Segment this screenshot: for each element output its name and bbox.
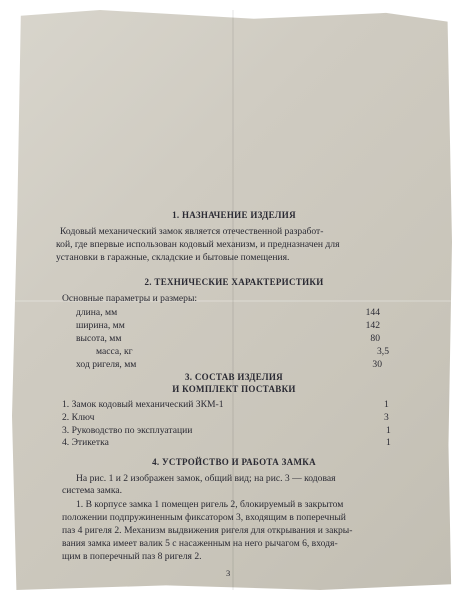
param-label: длина, мм [76,307,118,318]
list-item: 2. Ключ [62,412,95,423]
section-3-heading: И КОМПЛЕКТ ПОСТАВКИ [172,384,296,394]
list-item: 1. Замок кодовый механический ЗКМ-1 [62,399,224,410]
list-item-qty: 1 [386,437,391,448]
section-4-line: щим в поперечный паз 8 ригеля 2. [62,551,202,562]
param-value: 142 [365,320,380,331]
section-4-line: положении подпружиненным фиксатором 3, входящим в поперечный [62,512,346,523]
section-4-heading: 4. УСТРОЙСТВО И РАБОТА ЗАМКА [152,457,316,467]
list-item: 4. Этикетка [62,437,109,448]
section-2-heading: 2. ТЕХНИЧЕСКИЕ ХАРАКТЕРИСТИКИ [144,277,324,287]
section-1-line: Кодовый механический замок является отечественной разработ- [60,226,324,237]
params-intro: Основные параметры и размеры: [62,293,198,304]
param-value: 3,5 [377,346,389,357]
list-item-qty: 1 [386,425,391,436]
param-value: 80 [370,333,380,344]
param-value: 30 [372,359,382,370]
section-1-line: кой, где впервые использован кодовый механизм, и предназначен для [56,239,340,250]
param-label: ход ригеля, мм [76,359,137,370]
section-4-line: На рис. 1 и 2 изображен замок, общий вид; на рис. 3 — кодовая [76,473,336,484]
section-4-line: система замка. [62,485,123,496]
section-4-line: паз 4 ригеля 2. Механизм выдвижения ригеля для открывания и закры- [62,525,353,536]
section-1-line: установки в гаражные, складские и бытовые помещения. [56,252,290,263]
section-4-line: 1. В корпусе замка 1 помещен ригель 2, блокируемый в закрытом [76,499,344,510]
param-label: ширина, мм [76,320,125,331]
list-item: 3. Руководство по эксплуатации [62,425,193,436]
section-1-heading: 1. НАЗНАЧЕНИЕ ИЗДЕЛИЯ [172,210,296,220]
param-label: высота, мм [76,333,122,344]
list-item-qty: 1 [384,399,389,410]
section-3-heading: 3. СОСТАВ ИЗДЕЛИЯ [184,372,283,382]
param-label: масса, кг [96,346,133,357]
page-number: 3 [226,568,231,578]
list-item-qty: 3 [384,412,389,423]
param-value: 144 [365,307,380,318]
section-4-line: вания замка имеет валик 5 с насаженным на него рычагом 6, входя- [62,538,338,549]
